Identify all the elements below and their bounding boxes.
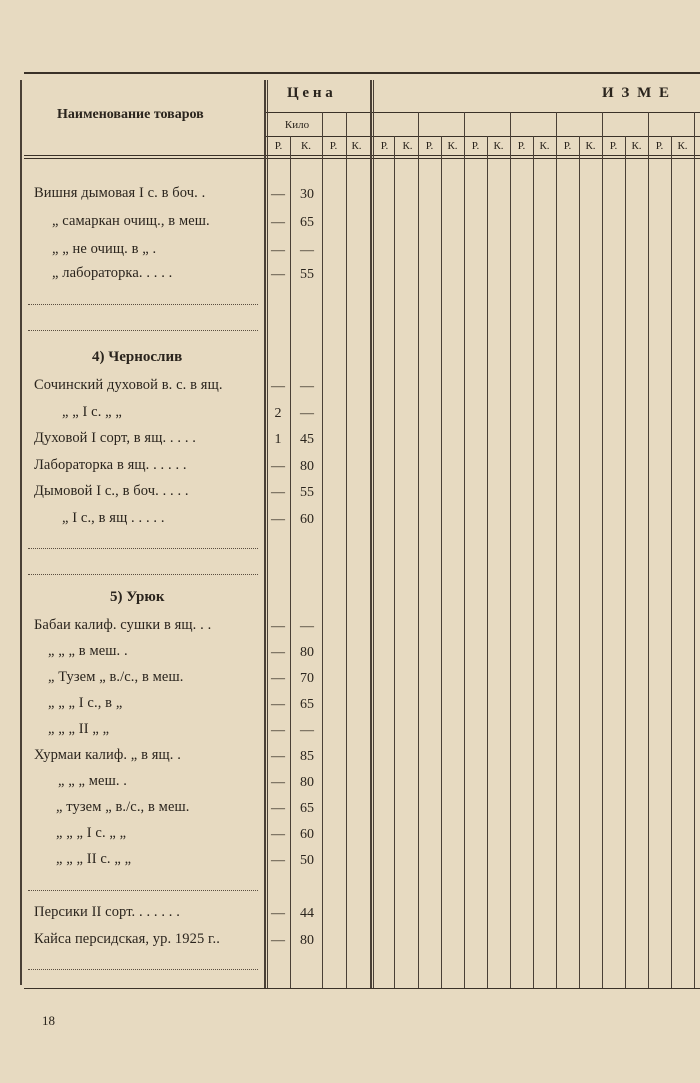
item-kop: —	[300, 379, 314, 394]
column-line	[556, 112, 557, 988]
kop-col-label: К.	[585, 140, 596, 152]
kop-col-label: К.	[351, 140, 362, 152]
column-line	[487, 136, 488, 988]
column-line	[394, 136, 395, 988]
item-rub: —	[271, 775, 285, 790]
item-name: „ самаркан очищ., в меш.	[52, 213, 210, 229]
item-name: „ „ I с. „ „	[62, 404, 122, 420]
column-line	[694, 112, 695, 988]
rub-col-label: Р.	[609, 140, 618, 152]
item-kop: 60	[300, 827, 314, 842]
item-kop: 70	[300, 671, 314, 686]
dotted-separator	[28, 548, 258, 549]
item-name: Вишня дымовая I с. в боч. .	[34, 185, 206, 201]
header-bottom-rule	[24, 155, 700, 156]
rub-col-label: Р.	[471, 140, 480, 152]
item-kop: 55	[300, 267, 314, 282]
item-kop: 80	[300, 775, 314, 790]
kop-col-label: К.	[300, 140, 312, 152]
rub-col-label: Р.	[380, 140, 389, 152]
item-rub: —	[271, 933, 285, 948]
item-kop: 85	[300, 749, 314, 764]
item-rub: —	[271, 243, 285, 258]
column-line	[441, 136, 442, 988]
item-kop: 65	[300, 801, 314, 816]
item-rub: —	[271, 215, 285, 230]
changes-header: И З М Е	[602, 85, 671, 101]
item-rub: —	[271, 697, 285, 712]
item-rub: —	[271, 619, 285, 634]
kop-col-label: К.	[631, 140, 642, 152]
column-line	[373, 80, 374, 988]
item-rub: —	[271, 671, 285, 686]
item-rub: 2	[274, 406, 282, 421]
item-name: Лабораторка в ящ. . . . . .	[34, 457, 187, 473]
item-kop: 80	[300, 459, 314, 474]
item-name: „ „ „ II с. „ „	[56, 851, 132, 867]
column-line	[464, 112, 465, 988]
kop-col-label: К.	[677, 140, 688, 152]
section-title: 5) Урюк	[110, 589, 165, 605]
column-line	[322, 112, 323, 988]
dotted-separator	[28, 574, 258, 575]
rub-col-label: Р.	[329, 140, 338, 152]
item-kop: 80	[300, 933, 314, 948]
rub-col-label: Р.	[563, 140, 572, 152]
column-line	[290, 136, 291, 988]
item-name: Хурмаи калиф. „ в ящ. .	[34, 747, 181, 763]
kop-col-label: К.	[402, 140, 413, 152]
item-name: Дымовой I с., в боч. . . . .	[34, 483, 189, 499]
column-line	[625, 136, 626, 988]
rub-col-label: Р.	[655, 140, 664, 152]
price-header: Ц е н а	[287, 85, 333, 101]
header-bottom-rule-2	[24, 158, 700, 159]
column-line	[648, 112, 649, 988]
item-rub: —	[271, 723, 285, 738]
item-name: „ „ „ I с., в „	[48, 695, 123, 711]
item-name: „ „ „ в меш. .	[48, 643, 128, 659]
rub-col-label: Р.	[517, 140, 526, 152]
rk-rule	[265, 136, 700, 137]
item-kop: 44	[300, 906, 314, 921]
kop-col-label: К.	[493, 140, 504, 152]
kop-col-label: К.	[539, 140, 550, 152]
item-name: Кайса персидская, ур. 1925 г..	[34, 931, 220, 947]
price-subheader-rule	[265, 112, 700, 113]
kop-col-label: К.	[447, 140, 458, 152]
item-name: „ „ „ I с. „ „	[56, 825, 127, 841]
dotted-separator	[28, 330, 258, 331]
item-kop: 65	[300, 215, 314, 230]
rub-col-label: Р.	[425, 140, 434, 152]
column-line	[671, 136, 672, 988]
item-kop: 60	[300, 512, 314, 527]
item-rub: —	[271, 827, 285, 842]
item-rub: —	[271, 187, 285, 202]
item-rub: —	[271, 485, 285, 500]
dotted-separator	[28, 304, 258, 305]
item-rub: —	[271, 801, 285, 816]
item-rub: 1	[274, 432, 282, 447]
goods-name-header: Наименование товаров	[57, 107, 204, 122]
column-line	[346, 112, 347, 988]
column-line	[510, 112, 511, 988]
item-name: „ „ не очищ. в „ .	[52, 241, 157, 257]
item-rub: —	[271, 379, 285, 394]
item-kop: —	[300, 723, 314, 738]
page-number: 18	[42, 1013, 55, 1028]
rub-col-label: Р.	[274, 140, 283, 152]
item-rub: —	[271, 749, 285, 764]
item-rub: —	[271, 512, 285, 527]
item-rub: —	[271, 459, 285, 474]
column-line	[418, 112, 419, 988]
item-kop: 30	[300, 187, 314, 202]
left-border	[20, 80, 22, 985]
item-rub: —	[271, 906, 285, 921]
item-kop: —	[300, 406, 314, 421]
dotted-separator	[28, 890, 258, 891]
item-rub: —	[271, 853, 285, 868]
item-name: „ „ „ меш. .	[58, 773, 128, 789]
dotted-separator	[28, 969, 258, 970]
item-name: „ Тузем „ в./с., в меш.	[48, 669, 184, 685]
item-kop: —	[300, 243, 314, 258]
section-title: 4) Чернослив	[92, 349, 183, 365]
item-kop: 55	[300, 485, 314, 500]
top-rule	[24, 72, 700, 74]
item-name: „ „ „ II „ „	[48, 721, 110, 737]
item-kop: 65	[300, 697, 314, 712]
item-name: Персики II сорт. . . . . . .	[34, 904, 180, 920]
item-name: „ тузем „ в./с., в меш.	[56, 799, 190, 815]
bottom-rule	[24, 988, 700, 989]
column-line	[602, 112, 603, 988]
item-kop: 80	[300, 645, 314, 660]
item-rub: —	[271, 645, 285, 660]
column-line	[579, 136, 580, 988]
item-name: Сочинский духовой в. с. в ящ.	[34, 377, 223, 393]
item-kop: —	[300, 619, 314, 634]
column-line	[370, 80, 372, 988]
item-name: „ лабораторка. . . . .	[52, 265, 173, 281]
item-kop: 45	[300, 432, 314, 447]
item-rub: —	[271, 267, 285, 282]
item-name: Духовой I сорт, в ящ. . . . .	[34, 430, 196, 446]
item-name: „ I с., в ящ . . . . .	[62, 510, 165, 526]
item-kop: 50	[300, 853, 314, 868]
unit-label: Кило	[284, 119, 310, 131]
column-line	[533, 136, 534, 988]
item-name: Бабаи калиф. сушки в ящ. . .	[34, 617, 212, 633]
